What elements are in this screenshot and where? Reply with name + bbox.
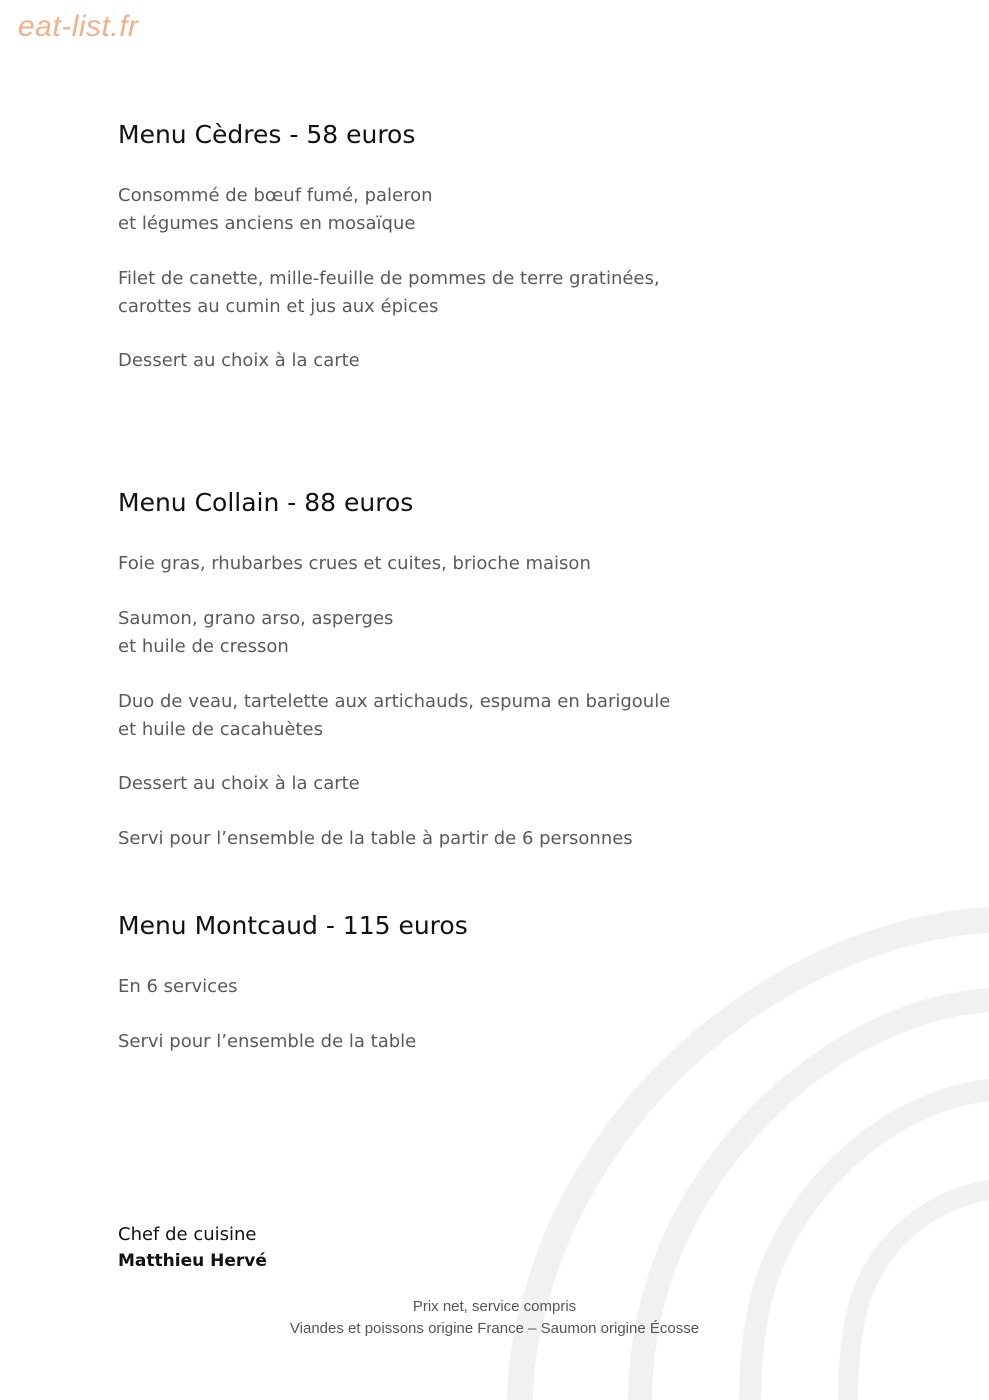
menu-item-line: Servi pour l’ensemble de la table à partir de 6 personnes [118, 828, 633, 849]
menu-item-line: Dessert au choix à la carte [118, 773, 360, 794]
menu-item-line: Filet de canette, mille-feuille de pommes de terre gratinées, [118, 268, 660, 289]
chef-name: Matthieu Hervé [118, 1251, 267, 1271]
menu-title-cedres: Menu Cèdres - 58 euros [118, 120, 416, 149]
menu-item-line: et huile de cacahuètes [118, 719, 323, 740]
menu-item-line: et légumes anciens en mosaïque [118, 213, 416, 234]
menu-item-line: Dessert au choix à la carte [118, 350, 360, 371]
menu-item-line: En 6 services [118, 976, 238, 997]
menu-item-line: carottes au cumin et jus aux épices [118, 296, 439, 317]
menu-item-line: Servi pour l’ensemble de la table [118, 1031, 417, 1052]
menu-item-line: Saumon, grano arso, asperges [118, 608, 394, 629]
menu-item-line: Foie gras, rhubarbes crues et cuites, brioche maison [118, 553, 591, 574]
chef-label: Chef de cuisine [118, 1224, 257, 1245]
site-watermark: eat-list.fr [18, 10, 139, 43]
menu-item-line: Duo de veau, tartelette aux artichauds, espuma en barigoule [118, 691, 671, 712]
footer-origin-note: Viandes et poissons origine France – Saumon origine Écosse [289, 1320, 700, 1337]
footer-price-note: Prix net, service compris [412, 1298, 577, 1315]
menu-item-line: et huile de cresson [118, 636, 289, 657]
menu-title-montcaud: Menu Montcaud - 115 euros [118, 911, 468, 940]
menu-title-collain: Menu Collain - 88 euros [118, 488, 414, 517]
menu-item-line: Consommé de bœuf fumé, paleron [118, 185, 433, 206]
